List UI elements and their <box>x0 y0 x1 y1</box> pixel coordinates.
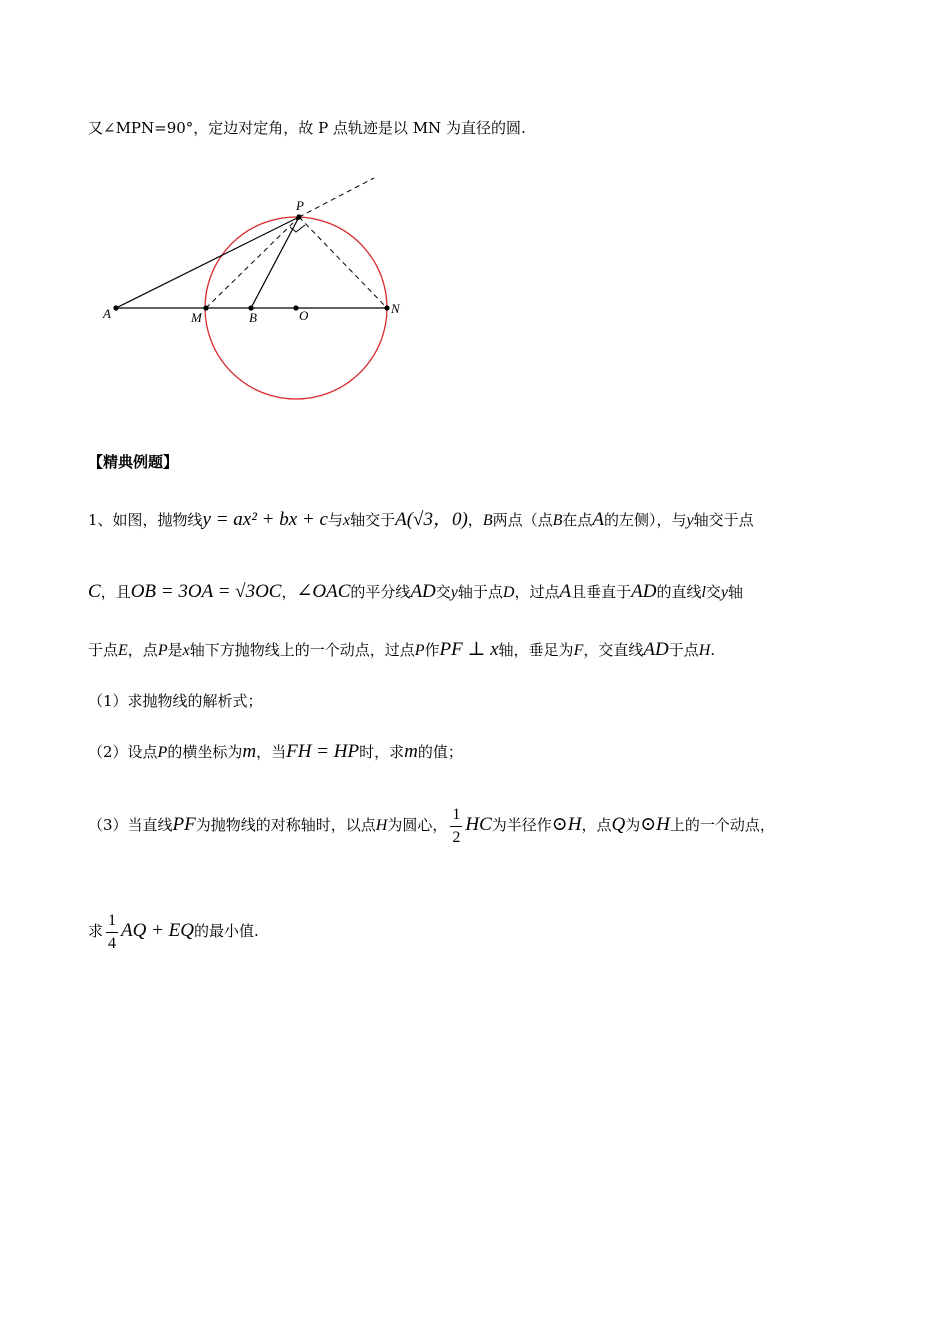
label-n: N <box>391 301 400 316</box>
text: 上的一个动点， <box>669 816 775 834</box>
text: 且垂直于 <box>571 583 632 601</box>
point-a-coord: A(√3，0) <box>395 509 468 530</box>
length-equation: OB = 3OA = √3OC <box>130 581 282 602</box>
text: 求 <box>88 922 104 940</box>
segment-ad: AD <box>631 581 657 602</box>
var-h: H <box>375 817 388 834</box>
fraction-numerator: 1 <box>106 910 118 933</box>
text: 于点 <box>88 641 119 659</box>
question-1 <box>88 691 263 711</box>
dashed-extension <box>299 178 374 217</box>
point-m <box>203 305 208 310</box>
text: ，点 <box>127 641 158 659</box>
text: 为半径作 <box>491 816 552 834</box>
text: ，且 <box>100 583 131 601</box>
var-b: B <box>552 512 563 529</box>
text: 为 <box>625 816 641 834</box>
fraction-denominator: 4 <box>108 934 117 952</box>
text: 两点（点 <box>492 511 553 529</box>
circle-h: ⊙H <box>551 814 582 835</box>
text: 与 <box>327 511 343 529</box>
var-m: m <box>242 741 257 762</box>
question-2 <box>88 742 463 763</box>
text: 轴 <box>728 583 744 601</box>
text: . <box>710 641 716 659</box>
var-p: P <box>414 642 425 659</box>
problem-line-3 <box>88 640 715 661</box>
text: 轴于点 <box>457 583 503 601</box>
text: ， <box>467 511 483 529</box>
text: 1、如图，抛物线 <box>88 511 203 529</box>
text: 的值； <box>417 743 463 761</box>
circle-h: ⊙H <box>640 814 670 835</box>
text: ，过点 <box>514 583 560 601</box>
text: 的直线 <box>656 583 702 601</box>
var-p: P <box>157 642 168 659</box>
var-b: B <box>482 512 493 529</box>
text: 在点 <box>562 511 593 529</box>
text: （3）当直线 <box>88 816 173 834</box>
var-q: Q <box>611 814 626 835</box>
var-x: x <box>342 512 351 529</box>
text: 是 <box>167 641 183 659</box>
text: 为抛物线的对称轴时，以点 <box>195 816 376 834</box>
angle-oac: ∠OAC <box>296 581 351 602</box>
fraction-one-half <box>450 804 462 849</box>
var-y: y <box>686 512 694 529</box>
question-3 <box>88 796 775 855</box>
dashed-mp <box>206 217 299 308</box>
text: 的平分线 <box>350 583 411 601</box>
point-o <box>293 305 298 310</box>
var-a: A <box>592 509 605 530</box>
text: ，当 <box>256 743 287 761</box>
text: 的横坐标为 <box>167 743 243 761</box>
point-p <box>296 214 301 219</box>
problem-line-1 <box>88 510 754 531</box>
segment-hc: HC <box>465 814 492 835</box>
parabola-equation: y = ax² + bx + c <box>202 509 328 530</box>
intro-text <box>88 118 526 138</box>
text: 于点 <box>668 641 699 659</box>
text: 的最小值. <box>194 922 259 940</box>
text: （2）设点 <box>88 743 158 761</box>
var-a: A <box>559 581 572 602</box>
point-a <box>113 305 118 310</box>
var-c: C <box>88 581 101 602</box>
var-m: m <box>404 741 418 762</box>
var-y: y <box>450 584 458 601</box>
var-e: E <box>118 642 128 659</box>
var-y: y <box>720 584 729 601</box>
text: 为圆心， <box>387 816 448 834</box>
problem-line-2 <box>88 582 743 603</box>
var-h: H <box>698 642 711 659</box>
perpendicular-expr: PF ⊥ x <box>439 639 499 660</box>
aq-eq-expression: AQ + EQ <box>121 920 194 941</box>
line-pf: PF <box>172 814 196 835</box>
text: 交 <box>435 583 451 601</box>
text: 交 <box>705 583 721 601</box>
label-p: P <box>296 198 304 213</box>
fraction-one-quarter <box>106 910 118 955</box>
text: ，点 <box>581 816 612 834</box>
label-a: A <box>103 306 111 321</box>
segment-ap <box>116 217 299 308</box>
var-f: F <box>573 642 584 659</box>
text: 作 <box>424 641 440 659</box>
var-p: P <box>157 744 168 761</box>
text: 时，求 <box>359 743 405 761</box>
text: ，交直线 <box>583 641 644 659</box>
point-n <box>384 305 389 310</box>
label-o: O <box>299 308 309 323</box>
section-heading <box>88 452 178 472</box>
question-1-text: （1）求抛物线的解析式； <box>88 692 263 710</box>
text: 轴交于 <box>350 511 396 529</box>
var-d: D <box>502 584 515 601</box>
fraction-numerator: 1 <box>450 804 462 827</box>
section-heading-text: 【精典例题】 <box>88 453 179 471</box>
text: 轴下方抛物线上的一个动点，过点 <box>189 641 415 659</box>
segment-ad: AD <box>643 639 669 660</box>
text: 轴交于点 <box>693 511 754 529</box>
fraction-denominator: 2 <box>452 828 461 846</box>
segment-ad: AD <box>410 581 436 602</box>
segment-bp <box>251 217 299 308</box>
var-x: x <box>182 642 190 659</box>
var-l: l <box>701 584 706 601</box>
text: 轴，垂足为 <box>498 641 574 659</box>
text: 的左侧），与 <box>604 511 687 529</box>
label-m: M <box>191 310 202 325</box>
label-b: B <box>249 310 257 325</box>
fh-hp-equation: FH = HP <box>286 741 360 762</box>
intro-sentence: 又∠MPN=90°，定边对定角，故 P 点轨迹是以 MN 为直径的圆. <box>88 119 526 137</box>
text: ， <box>281 583 297 601</box>
question-3-continued <box>88 902 259 960</box>
